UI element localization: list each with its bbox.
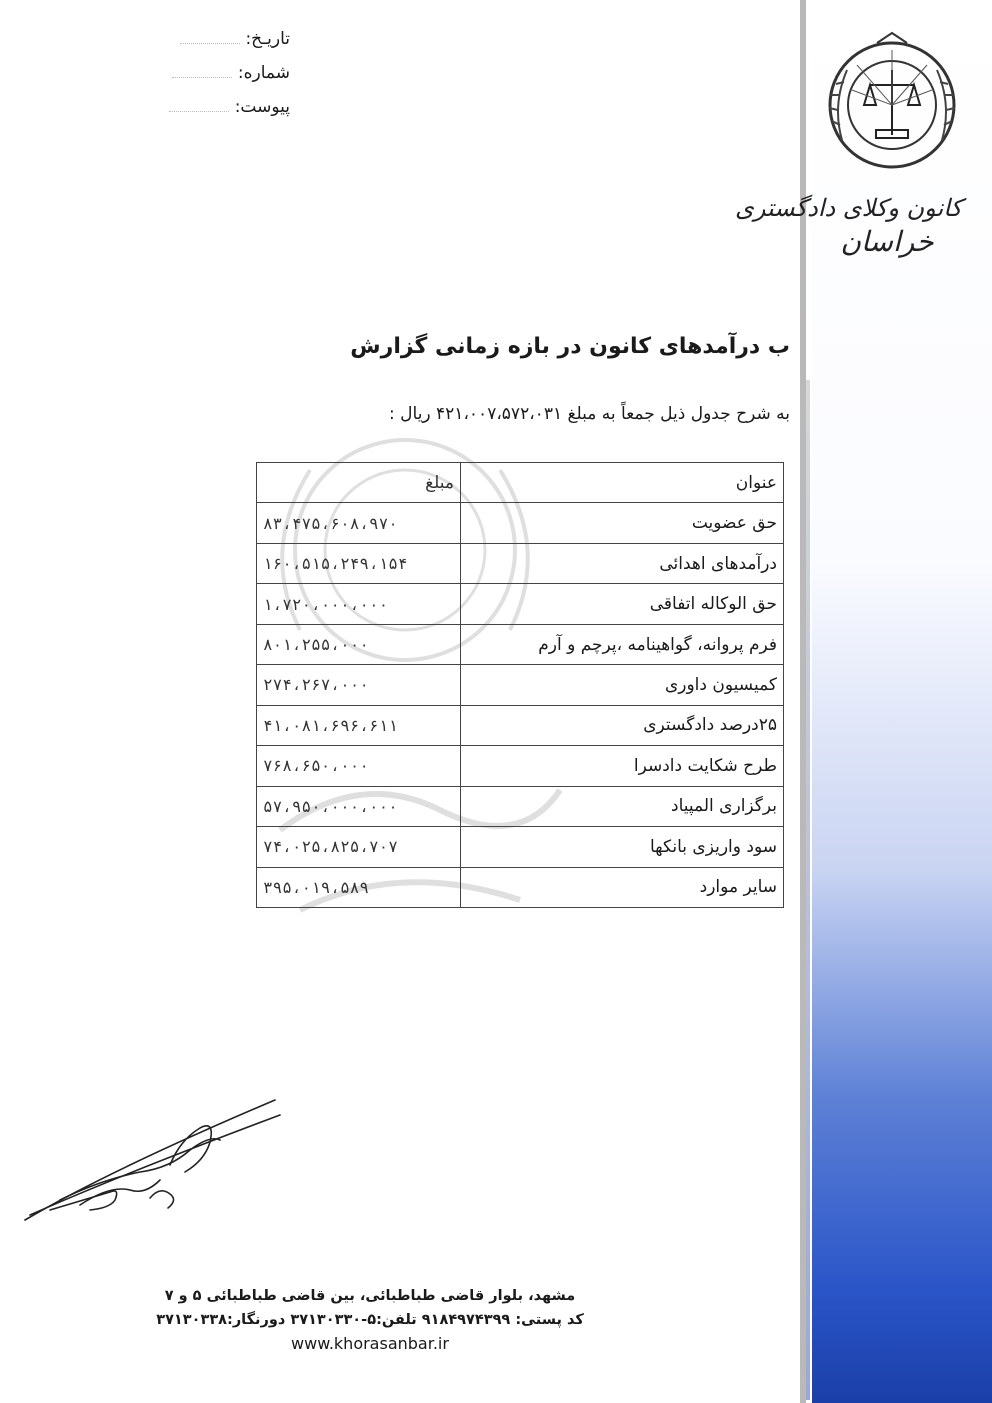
table-row [257, 543, 784, 583]
row-title: حق عضویت [461, 503, 784, 543]
date-blank [180, 29, 240, 44]
table-row [257, 705, 784, 745]
attachment-field [160, 90, 290, 124]
attachment-blank [169, 97, 229, 112]
date-label: تاریـخ: [245, 29, 290, 49]
row-amount: ۵۷،۹۵۰،۰۰۰،۰۰۰ [257, 786, 461, 826]
handwritten-signature [20, 1080, 290, 1230]
footer-website: www.khorasanbar.ir [291, 1334, 449, 1353]
row-amount: ۸۰۱،۲۵۵،۰۰۰ [257, 624, 461, 664]
footer-contact: کد پستی: ۹۱۸۴۹۷۴۳۹۹ تلفن:۵-۳۷۱۳۰۳۳۰ دورنگار:۳۷۱۳۰۳۳۸ [156, 1312, 584, 1328]
table-row [257, 746, 784, 786]
organization-name-line2: خراسان [840, 225, 934, 258]
row-title: سود واریزی بانکها [461, 827, 784, 867]
section-heading: ب درآمدهای کانون در بازه زمانی گزارش [350, 334, 790, 359]
table-row [257, 503, 784, 543]
bar-association-emblem-icon [822, 30, 962, 180]
table-row [257, 584, 784, 624]
income-table [256, 462, 784, 908]
date-field [160, 22, 290, 56]
row-amount: ۱۶۰،۵۱۵،۲۴۹،۱۵۴ [257, 543, 461, 583]
row-title: طرح شکایت دادسرا [461, 746, 784, 786]
footer-address: مشهد، بلوار قاضی طباطبائی، بین قاضی طباطبائی ۵ و ۷ [164, 1288, 576, 1304]
section-intro: به شرح جدول ذیل جمعاً به مبلغ ۴۲۱،۰۰۷،۵۷۲،۰۳۱ ریال : [389, 404, 790, 424]
table-row [257, 827, 784, 867]
row-title: درآمدهای اهدائی [461, 543, 784, 583]
table-row [257, 786, 784, 826]
column-header-amount: مبلغ [257, 463, 461, 503]
row-title: سایر موارد [461, 867, 784, 907]
row-amount: ۳۹۵،۰۱۹،۵۸۹ [257, 867, 461, 907]
row-title: فرم پروانه، گواهینامه ،پرچم و آرم [461, 624, 784, 664]
row-amount: ۷۶۸،۶۵۰،۰۰۰ [257, 746, 461, 786]
organization-name [735, 192, 962, 260]
row-amount: ۸۳،۴۷۵،۶۰۸،۹۷۰ [257, 503, 461, 543]
letter-meta [160, 22, 290, 124]
table-header-row [257, 463, 784, 503]
attachment-label: پیوست: [234, 97, 290, 117]
organization-name-line1: کانون وکلای دادگستری [735, 194, 962, 222]
table-row [257, 867, 784, 907]
row-amount: ۴۱،۰۸۱،۶۹۶،۶۱۱ [257, 705, 461, 745]
row-amount: ۲۷۴،۲۶۷،۰۰۰ [257, 665, 461, 705]
row-title: برگزاری المپیاد [461, 786, 784, 826]
table-row [257, 624, 784, 664]
letter-footer [120, 1284, 620, 1356]
number-field [160, 56, 290, 90]
table-row [257, 665, 784, 705]
number-blank [172, 63, 232, 78]
row-title: حق الوکاله اتفاقی [461, 584, 784, 624]
column-header-title: عنوان [461, 463, 784, 503]
row-title: کمیسیون داوری [461, 665, 784, 705]
band-border-inner [806, 380, 810, 1400]
row-amount: ۷۴،۰۲۵،۸۲۵،۷۰۷ [257, 827, 461, 867]
row-title: ۲۵درصد دادگستری [461, 705, 784, 745]
number-label: شماره: [237, 63, 290, 83]
row-amount: ۱،۷۲۰،۰۰۰،۰۰۰ [257, 584, 461, 624]
